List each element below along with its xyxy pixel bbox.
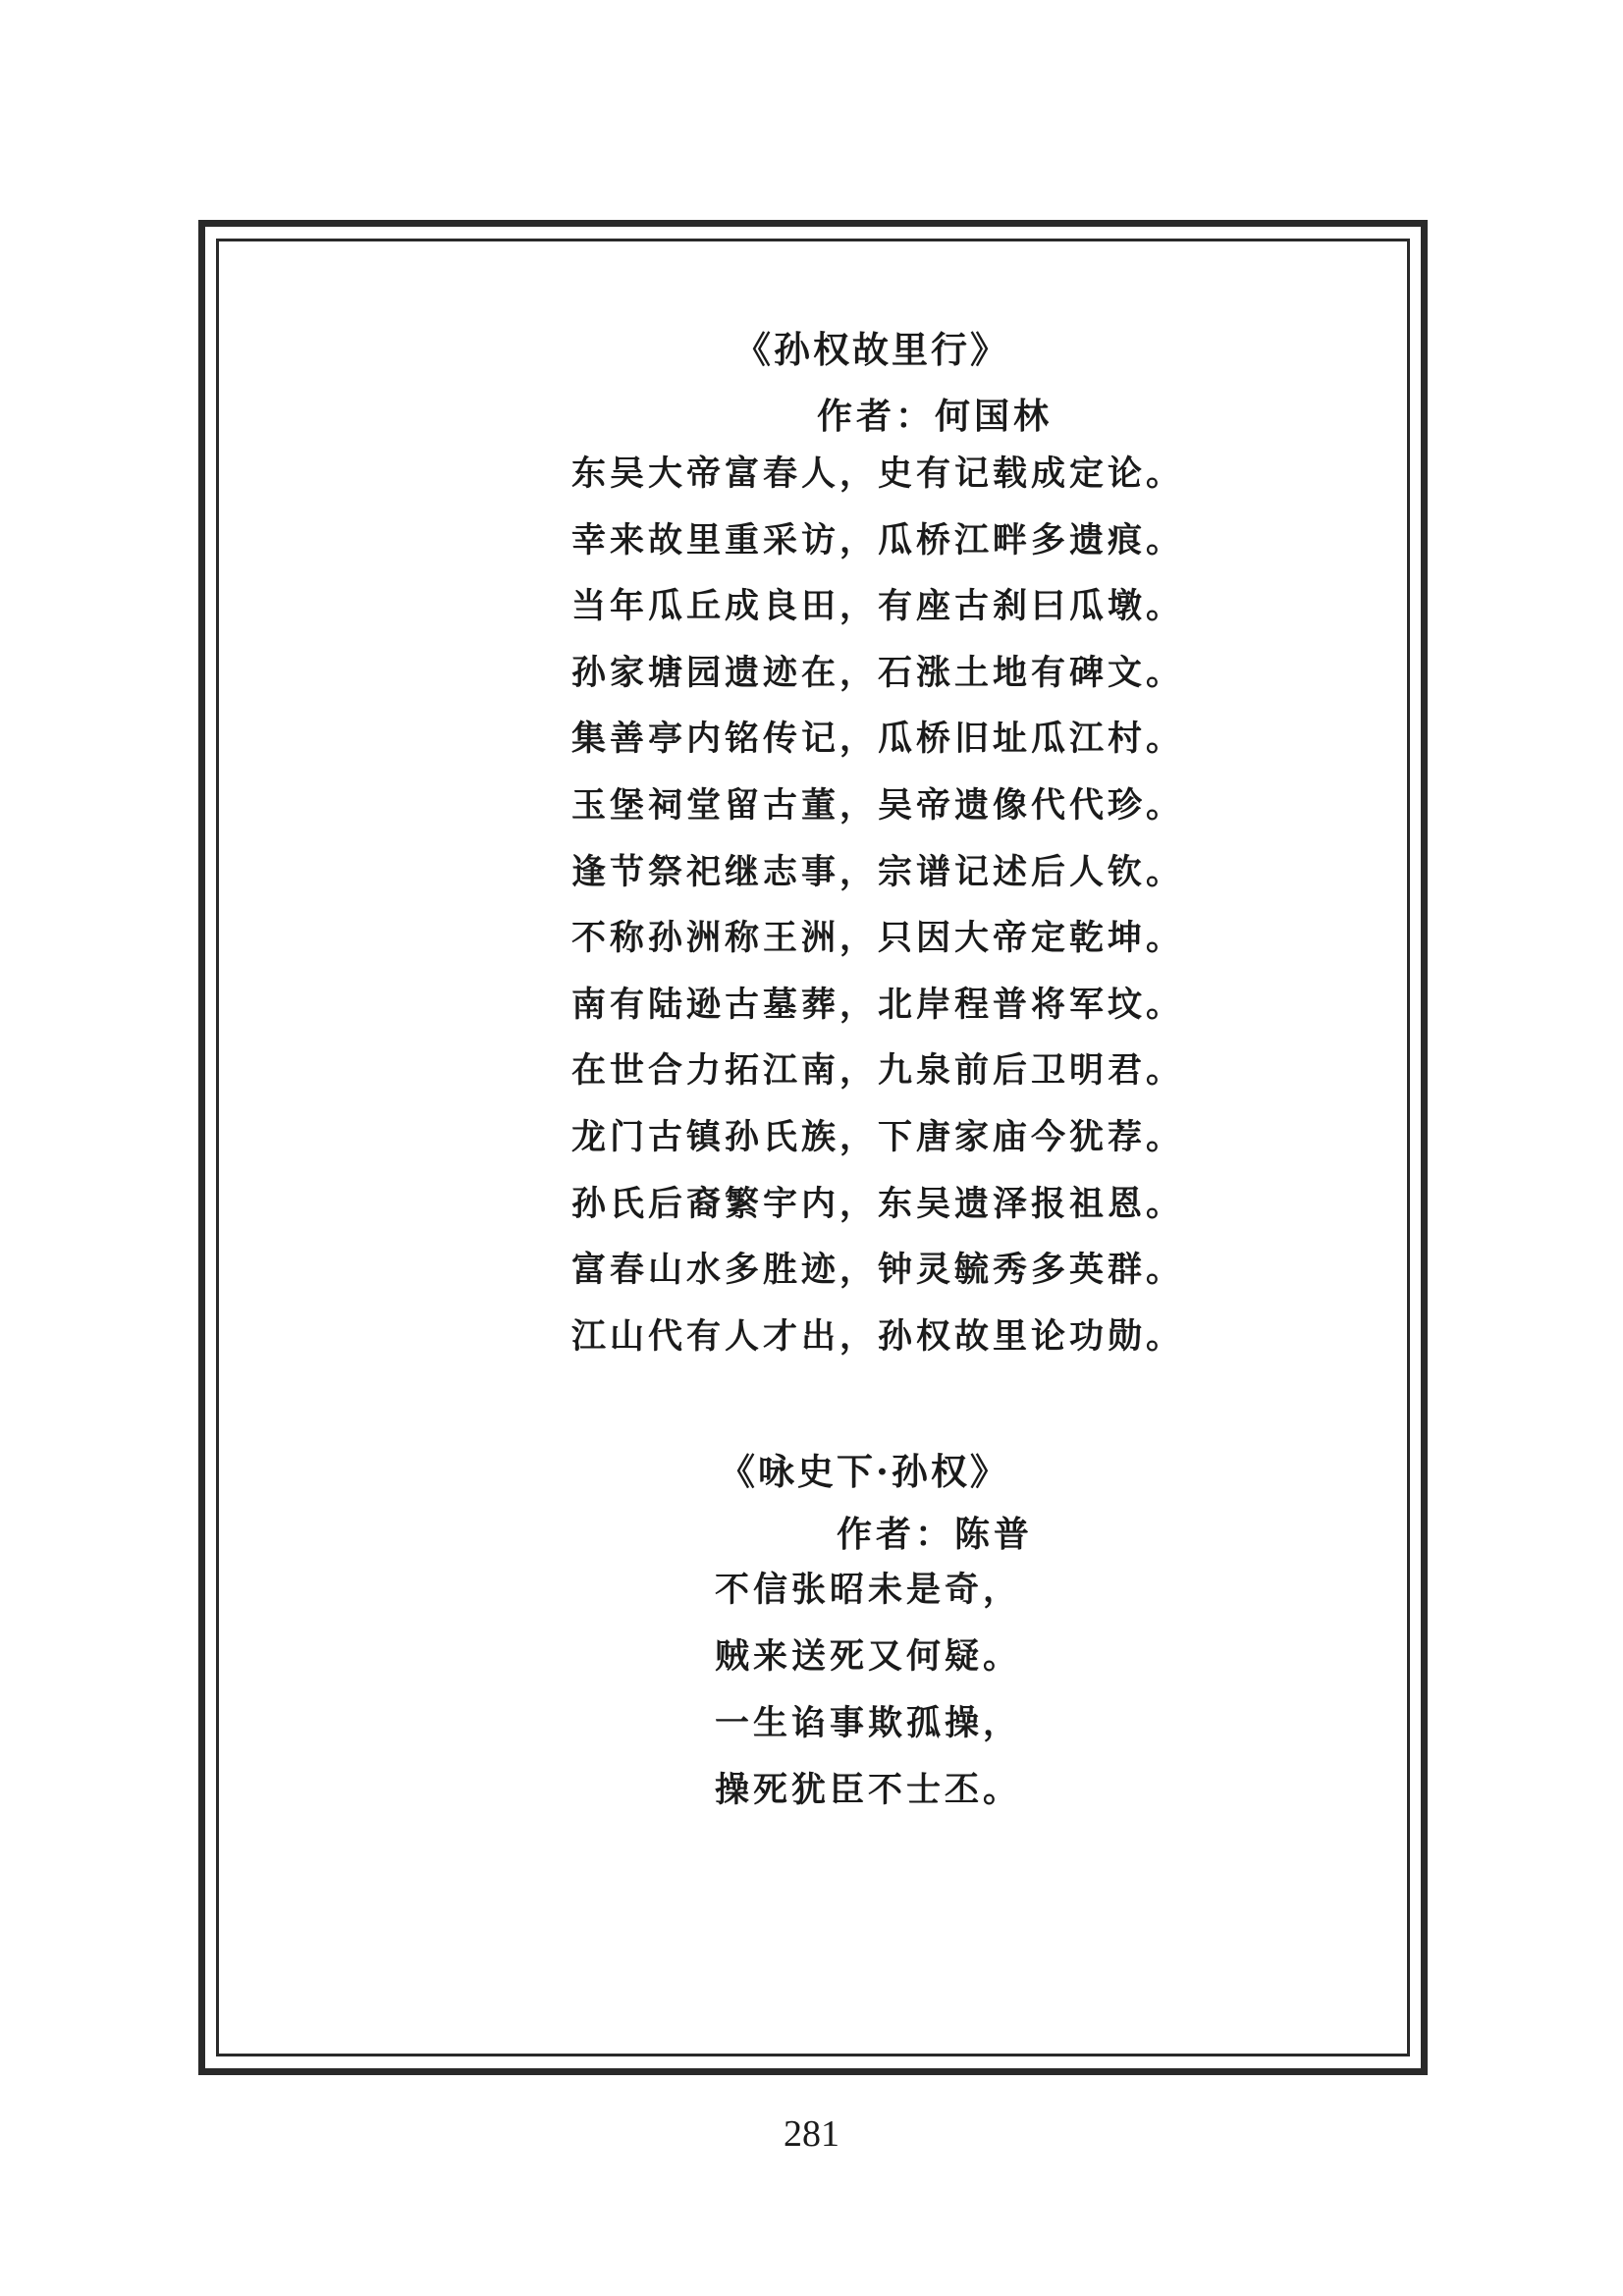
poem-line: 江山代有人才出，孙权故里论功勋。 — [571, 1315, 1185, 1357]
poem-line: 贼来送死又何疑。 — [715, 1636, 1022, 1677]
poem-line: 在世合力拓江南，九泉前后卫明君。 — [571, 1050, 1185, 1092]
page-number: 281 — [784, 2113, 839, 2155]
poem-line: 不信张昭未是奇， — [715, 1570, 1022, 1610]
poem-line: 当年瓜丘成良田，有座古刹曰瓜墩。 — [571, 586, 1185, 627]
poem-line: 南有陆逊古墓葬，北岸程普将军坟。 — [571, 984, 1185, 1025]
poem-line: 不称孙洲称王洲，只因大帝定乾坤。 — [571, 918, 1185, 959]
poem-line: 富春山水多胜迹，钟灵毓秀多英群。 — [571, 1250, 1185, 1291]
poem-line: 孙氏后裔繁宇内，东吴遗泽报祖恩。 — [571, 1183, 1185, 1224]
poem-line: 集善亭内铭传记，瓜桥旧址瓜江村。 — [571, 719, 1185, 760]
poem-line: 逢节祭祀继志事，宗谱记述后人钦。 — [571, 851, 1185, 892]
poem-line: 操死犹臣不士丕。 — [715, 1770, 1022, 1810]
poem-line: 玉堡祠堂留古董，吴帝遗像代代珍。 — [571, 784, 1185, 826]
poem-line: 龙门古镇孙氏族，下唐家庙今犹荐。 — [571, 1116, 1185, 1157]
poem-line: 幸来故里重采访，瓜桥江畔多遗痕。 — [571, 519, 1185, 561]
poem-2-body — [715, 1571, 1021, 1838]
poem-line: 孙家塘园遗迹在，石涨土地有碑文。 — [571, 652, 1185, 693]
poem-line: 一生谄事欺孤操， — [715, 1703, 1022, 1743]
poem-1-body — [571, 454, 1184, 1383]
poem-1-author: 作者：何国林 — [817, 396, 1054, 437]
poem-1-title: 《孙权故里行》 — [734, 328, 1009, 371]
poem-line: 东吴大帝富春人，史有记载成定论。 — [571, 454, 1185, 494]
poem-2-title: 《咏史下·孙权》 — [719, 1450, 1009, 1493]
poem-2-author: 作者：陈普 — [837, 1514, 1034, 1555]
